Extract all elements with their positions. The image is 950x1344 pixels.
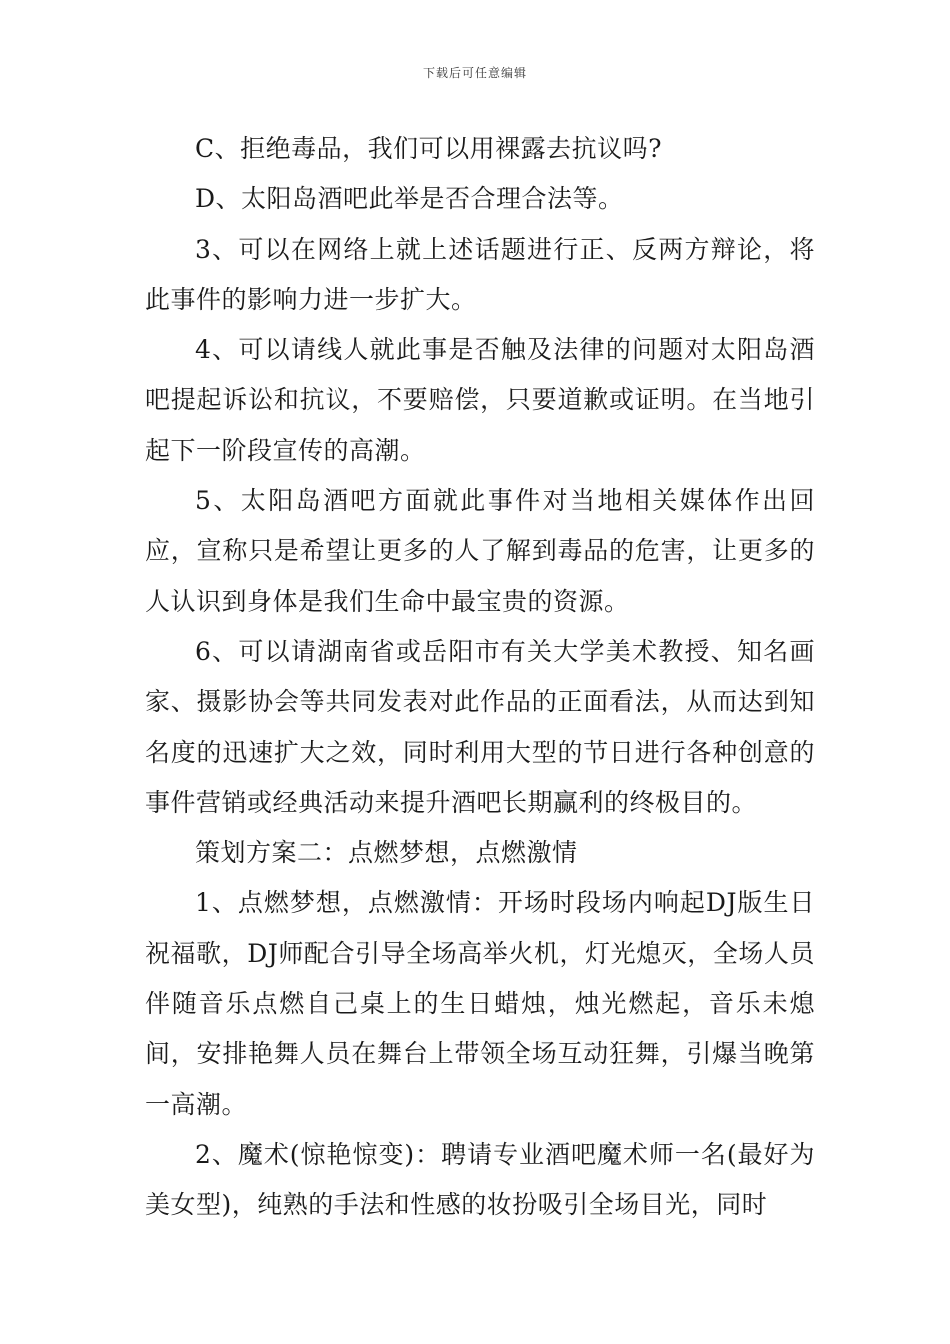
page-header: 下载后可任意编辑 <box>422 66 527 80</box>
paragraph-plan2-2: 2、魔术(惊艳惊变)：聘请专业酒吧魔术师一名(最好为美女型)，纯熟的手法和性感的妆扮吸引全场目光，同时 <box>145 1139 815 1220</box>
section-heading: 策划方案二：点燃梦想，点燃激情 <box>195 838 578 868</box>
paragraph-d: D、太阳岛酒吧此举是否合理合法等。 <box>195 184 624 214</box>
document-body <box>145 124 815 1231</box>
paragraph-3: 3、可以在网络上就上述话题进行正、反两方辩论，将此事件的影响力进一步扩大。 <box>145 234 815 314</box>
paragraph-plan2-1: 1、点燃梦想，点燃激情：开场时段场内响起DJ版生日祝福歌，DJ师配合引导全场高举火机，灯光熄灭，全场人员伴随音乐点燃自己桌上的生日蜡烛，烛光燃起，音乐未熄间，安排艳舞人员在舞台上带领全场互动狂舞，引爆当晚第一高潮。 <box>145 888 815 1119</box>
paragraph-5: 5、太阳岛酒吧方面就此事件对当地相关媒体作出回应，宣称只是希望让更多的人了解到毒品的危害，让更多的人认识到身体是我们生命中最宝贵的资源。 <box>145 486 815 616</box>
paragraph-6: 6、可以请湖南省或岳阳市有关大学美术教授、知名画家、摄影协会等共同发表对此作品的正面看法，从而达到知名度的迅速扩大之效，同时利用大型的节日进行各种创意的事件营销或经典活动来提升酒吧长期赢利的终极目的。 <box>145 636 815 817</box>
paragraph-4: 4、可以请线人就此事是否触及法律的问题对太阳岛酒吧提起诉讼和抗议，不要赔偿，只要道歉或证明。在当地引起下一阶段宣传的高潮。 <box>145 335 815 465</box>
paragraph-c: C、拒绝毒品，我们可以用裸露去抗议吗? <box>195 134 663 163</box>
